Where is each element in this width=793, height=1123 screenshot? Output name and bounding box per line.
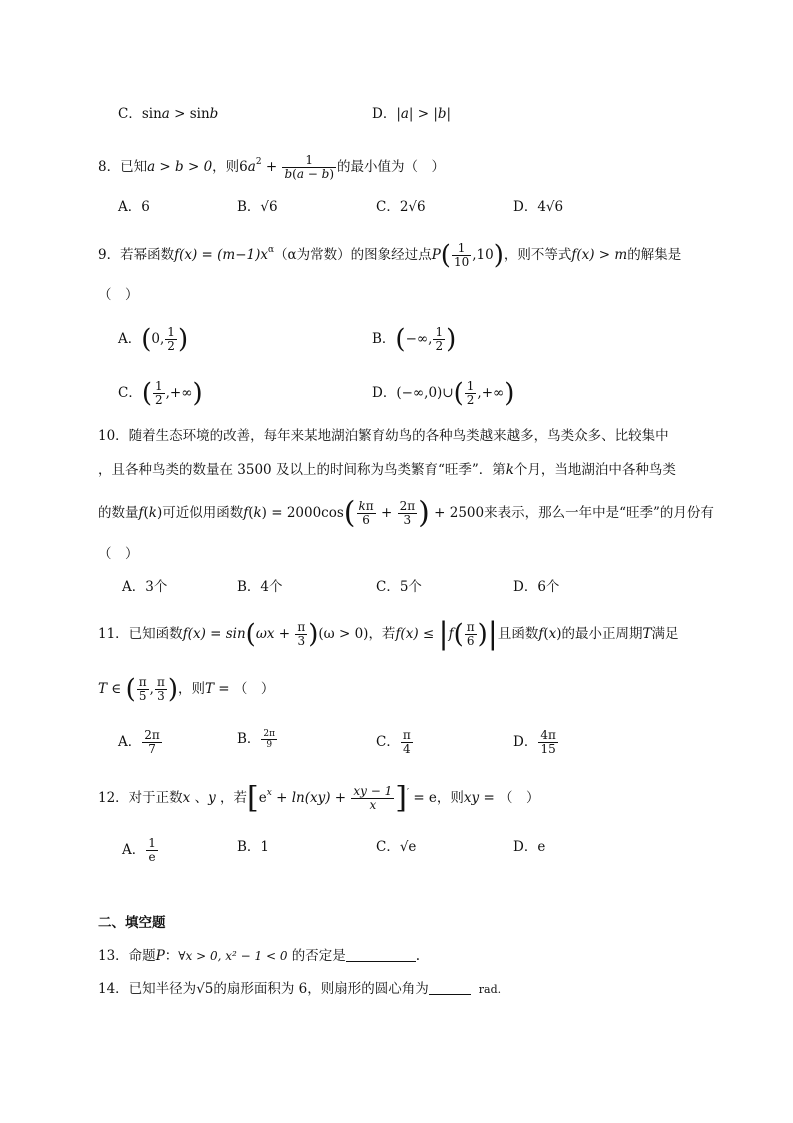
q11-condition: (ω > 0) [318,626,369,642]
q13-answer-blank[interactable] [346,947,416,962]
q10-option-d: D．6个 [513,579,560,595]
q11-mid: ，若 [368,626,396,642]
q11-option-a [118,729,163,756]
q10-fraction-1 [357,500,376,527]
q10-fraction-2 [398,500,418,527]
q9-stem: 9．若幂函数𝑓(𝑥) = (𝑚−1)𝑥$^\alpha$（α为常数）的图象经过点P( $\frac{1}{10}$ ,10)，则不等式𝑓(𝑥) > 𝑚的解集是 [98,240,682,271]
q8-stem [98,152,445,181]
q9-stem-post: ，则不等式 [503,247,572,263]
q11-t2-num: π [156,675,165,689]
q13-colon: ： [164,948,179,964]
q8-option-c: C．2√6 [376,199,426,215]
q8-frac-num: 1 [305,153,314,167]
q11-abs-f: 𝑓 [448,626,454,642]
q11-option-c-den: 4 [401,742,413,756]
q9-option-a-num: 1 [167,325,175,339]
q9-point-label: P [431,247,441,263]
q11-option-d-den: 15 [538,742,558,756]
q11-inequality: 𝑓(𝑥) ≤ [395,626,439,642]
section-fill-in-title: 二、填空题 [98,915,166,931]
q10-line-2: ，且各种鸟类的数量在 3500 及以上的时间称为鸟类繁育“旺季”．第𝑘个月，当地湖泊中各种鸟类 [98,462,676,478]
q9-option-d: D．(−∞,0)∪( $\frac{1}{2}$ ,+∞) [372,378,515,409]
q11-option-a-label: A． [118,734,142,750]
q11-option-c-num: π [402,728,411,742]
q11-option-d-label: D． [513,734,538,750]
q11-option-b [237,729,278,750]
q8-option-a: A．6 [118,199,150,215]
q10-frac2-num: 2π [399,499,416,513]
q12-expr-sup: 𝑥 [266,788,272,798]
q12-stem-prefix: 12．对于正数𝑥 、𝑦 ，若 [98,790,248,806]
q8-stem-post: 的最小值为（ ） [337,159,446,175]
q8-option-b: B．√6 [237,199,278,215]
q9-point-fraction [452,242,471,269]
q9-option-b-label: B． [372,331,396,347]
q9-option-d-label: D． [372,385,397,401]
q8-stem-prefix: 8．已知 [98,159,148,175]
q11-pi-num: π [297,620,306,634]
q8-stem-mid: ，则 [212,159,240,175]
q13-post: 的否定是 [287,948,346,964]
q8-frac-den: 𝑏(𝑎 − 𝑏) [284,167,335,181]
q13-proposition-label: 𝑃 [155,948,165,964]
q14-radius: √5 [196,981,214,997]
q12-option-c: C．√e [376,839,417,855]
q9-option-a-label: A． [118,331,142,347]
q11-option-b-label: B． [237,731,261,747]
q9-stem-end: 的解集是 [627,247,682,263]
q8-condition: 𝑎 > 𝑏 > 0 [147,159,213,175]
q11-line-2-post: ，则𝑇 = （ ） [177,681,275,697]
q9-option-b-den: 2 [435,339,444,353]
q14-answer-blank[interactable] [429,980,471,995]
q12-option-b: B．1 [237,839,270,855]
q8-expr-lead: 6𝑎 [239,159,256,175]
q9-option-a-den: 2 [167,339,175,353]
q11-option-a-fraction [142,729,162,756]
q7-option-d [372,104,451,124]
q11-stem-prefix: 11．已知函数 [98,626,183,642]
q8-option-d: D．4√6 [513,199,564,215]
q14-prefix: 14．已知半径为 [98,981,197,997]
q11-t1-num: π [138,675,147,689]
q9-option-c: C．( $\frac{1}{2}$ ,+∞) [118,378,203,409]
q11-option-d [513,729,559,756]
q11-option-c [376,729,414,756]
q10-line-3-pre: 的数量𝑓(𝑘)可近似用函数𝑓(𝑘) = 2000cos [98,505,344,521]
q8-expr-plus: + [261,159,282,175]
q11-option-b-num: 2π [263,729,276,739]
q11-t2-fraction [155,676,167,703]
q11-abs-num: π [466,620,475,634]
q11-option-b-fraction [261,729,277,750]
q9-point-den: 10 [453,255,470,269]
q11-option-d-fraction [538,729,558,756]
q9-option-a-fraction [165,326,177,353]
q12-stem: 12．对于正数𝑥 、𝑦 ，若[$e^𝑥$ + ln(𝑥𝑦) + $\frac{\text{𝑥𝑦 − 1}}{\text{𝑥}}$ ]′ = e，则𝑥𝑦 = （ ） [98,780,540,816]
q12-prime: ′ [406,788,410,798]
q9-stem-prefix: 9．若幂函数 [98,247,175,263]
q7-option-d-math: |𝑎| > |𝑏| [396,106,452,122]
q11-stem: 11．已知函数𝑓(𝑥) = sin(ω𝑥 + $\frac{\pi}{3}$ )(ω > 0)，若𝑓(𝑥) ≤ |𝑓( $\frac{\pi}{6}$ )|且函数𝑓(𝑥)的最小正周期𝑇满足 [98,616,679,652]
q9-option-b-fraction [433,326,445,353]
q10-option-b: B．4个 [237,579,283,595]
q13-stem [98,946,420,966]
q10-frac1-num: 𝑘π [358,499,374,513]
q9-option-d-post: ,+∞ [477,385,505,401]
q13-proposition-body: ∀𝑥 > 0, 𝑥² − 1 < 0 [178,949,288,963]
q9-paren: （ ） [98,287,139,303]
q10-option-a: A．3个 [122,579,168,595]
q11-function: 𝑓(𝑥) = sin [182,626,246,642]
q9-note: （α为常数）的图象经过点 [274,247,432,263]
q11-t1-fraction [137,676,149,703]
q11-option-c-fraction [401,729,413,756]
q8-fraction [282,154,336,181]
q9-point-num: 1 [457,241,466,255]
q13-prefix: 13．命题 [98,948,156,964]
q9-option-b-pre: −∞, [405,331,433,347]
q9-option-d-num: 1 [466,379,475,393]
q11-t-sep: , [149,681,154,697]
q12-option-a-fraction [146,837,158,864]
q9-option-d-fraction [465,380,477,407]
q11-pi-den: 3 [295,634,307,648]
q14-mid: 的扇形面积为 6，则扇形的圆心角为 [213,981,429,997]
q9-option-c-num: 1 [155,379,163,393]
q11-abs-den: 6 [465,634,477,648]
q11-line-2-pre: 𝑇 ∈ [98,681,126,697]
q9-function-exponent: α [267,245,275,255]
q10-line-3: 的数量𝑓(𝑘)可近似用函数𝑓(𝑘) = 2000cos( $\frac{\text{𝑘π}}{6}$ + $\frac{2\pi}{3}$ ) + 2500来表示，那么一年中是“旺季”的月份有 [98,495,714,531]
q11-abs-fraction [465,621,477,648]
q11-line-2: 𝑇 ∈ ( $\frac{\pi}{5}$ , $\frac{\pi}{3}$ )，则𝑇 = （ ） [98,674,275,705]
q11-inner: ω𝑥 + [255,626,295,642]
q12-option-a [122,837,159,864]
q9-option-a-pre: 0, [151,331,165,347]
q11-post: 且函数𝑓(𝑥)的最小正周期𝑇满足 [497,626,679,642]
q7-option-c: C．sin𝑎 > sin𝑏 [118,106,219,122]
q11-option-a-den: 7 [142,742,162,756]
q10-plus: + [376,505,397,521]
q12-option-a-num: 1 [148,836,156,850]
q12-expr-mid: + ln(𝑥𝑦) + [271,790,351,806]
q10-option-c: C．5个 [376,579,422,595]
q9-option-a: A．(0, $\frac{1}{2}$ ) [118,324,189,355]
q12-frac-den: 𝑥 [351,798,394,812]
q12-post: = e，则𝑥𝑦 = （ ） [409,790,540,806]
q11-option-c-label: C． [376,734,400,750]
q9-option-d-pre: (−∞,0)∪ [396,385,454,401]
q11-option-d-num: 4π [540,728,556,742]
q9-function: 𝑓(𝑥) = (𝑚−1)𝑥 [174,247,268,263]
q9-option-b-num: 1 [435,325,444,339]
q9-option-c-den: 2 [155,393,163,407]
q12-fraction [351,785,394,812]
q10-frac2-den: 3 [398,513,418,527]
q11-pi-fraction [295,621,307,648]
q11-option-a-num: 2π [144,728,160,742]
q9-option-d-den: 2 [466,393,475,407]
q11-t1-den: 5 [137,689,149,703]
q7-option-d-label: D． [372,106,397,122]
q9-option-c-post: ,+∞ [165,385,193,401]
q12-option-d: D．e [513,839,546,855]
q11-option-b-den: 9 [261,739,277,750]
q10-line-1: 10．随着生态环境的改善，每年来某地湖泊繁育幼鸟的各种鸟类越来越多，鸟类众多、比较集中 [98,428,669,444]
q9-option-c-label: C． [118,385,142,401]
q10-line-3-post: + 2500来表示，那么一年中是“旺季”的月份有 [429,505,714,521]
q13-end: . [415,948,421,964]
q12-frac-num: 𝑥𝑦 − 1 [353,784,393,798]
q9-option-b: B．(−∞, $\frac{1}{2}$ ) [372,324,457,355]
q8-expr-sup: 2 [255,157,262,167]
q9-option-c-fraction [153,380,165,407]
q10-frac1-den: 6 [357,513,376,527]
q12-option-a-den: e [146,850,158,864]
q10-paren: （ ） [98,546,139,562]
q9-inequality: 𝑓(𝑥) > 𝑚 [571,247,628,263]
q9-point-tail: ,10 [472,247,494,263]
q12-option-a-label: A． [122,842,146,858]
q11-t2-den: 3 [155,689,167,703]
q14-unit: rad. [478,983,502,996]
q14-stem [98,979,501,1000]
q12-expr-base: e [258,790,267,806]
